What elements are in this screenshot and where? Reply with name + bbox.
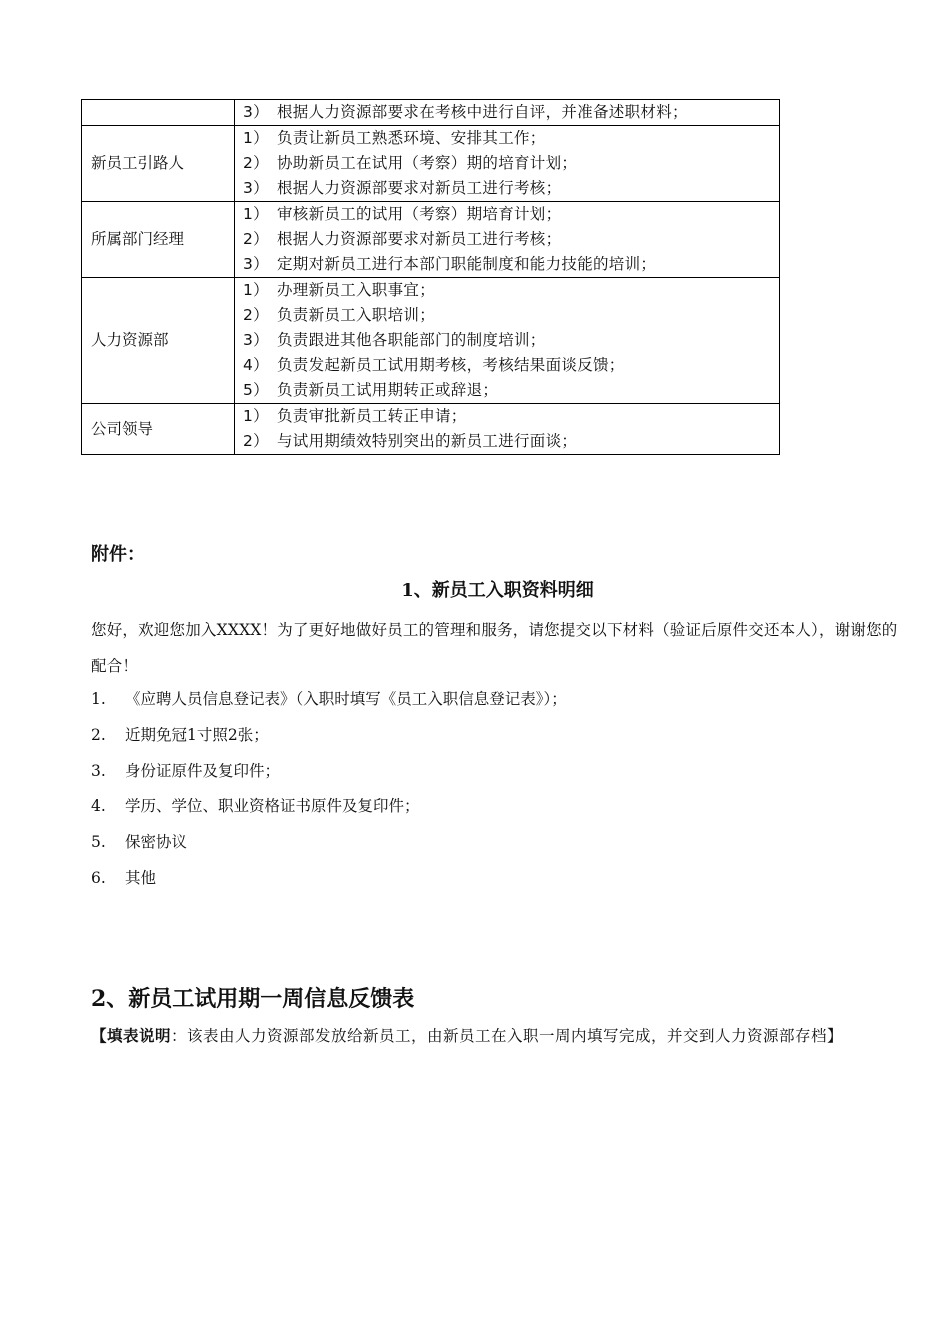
form-instructions-label: 【填表说明	[91, 1027, 172, 1045]
list-item-text: 《应聘人员信息登记表》（入职时填写《员工入职信息登记表》）；	[125, 690, 567, 708]
list-item-number: 5.	[91, 833, 106, 852]
list-item-number: 1.	[91, 690, 106, 708]
responsibility-table	[81, 99, 780, 455]
form-instructions	[91, 1023, 906, 1049]
role-cell: 新员工引路人	[82, 126, 235, 202]
duty-number: 5）	[243, 381, 269, 399]
section1-title: 1、新员工入职资料明细	[401, 580, 594, 601]
duty-number: 3）	[243, 331, 269, 349]
list-item-number: 6.	[91, 868, 106, 887]
duty-text: 根据人力资源部要求在考核中进行自评，并准备述职材料；	[277, 103, 688, 121]
duty-item	[243, 176, 773, 201]
form-instructions-text: ：该表由人力资源部发放给新员工，由新员工在入职一周内填写完成，并交到人力资源部存档】	[171, 1027, 844, 1045]
duty-text: 协助新员工在试用（考察）期的培育计划；	[277, 154, 578, 172]
duty-number: 1）	[243, 205, 269, 223]
list-item	[91, 861, 567, 897]
duty-number: 1）	[243, 407, 269, 425]
list-item	[91, 825, 567, 861]
duty-text: 根据人力资源部要求对新员工进行考核；	[277, 230, 562, 248]
duty-item	[243, 100, 773, 125]
list-item-text: 保密协议	[125, 833, 188, 852]
duty-text: 负责新员工试用期转正或辞退；	[277, 381, 499, 399]
duty-number: 4）	[243, 356, 269, 374]
role-cell: 公司领导	[82, 404, 235, 455]
section2-title: 2、新员工试用期一周信息反馈表	[91, 986, 415, 1012]
duty-item	[243, 151, 773, 176]
table-row	[82, 278, 780, 404]
list-item-number: 3.	[91, 761, 106, 780]
table-row	[82, 404, 780, 455]
duty-number: 3）	[243, 103, 269, 121]
list-item-text: 近期免冠1寸照2张；	[125, 725, 269, 744]
duty-number: 2）	[243, 154, 269, 172]
duty-number: 3）	[243, 179, 269, 197]
table-row	[82, 126, 780, 202]
duty-text: 与试用期绩效特别突出的新员工进行面谈；	[277, 432, 578, 450]
duty-item	[243, 227, 773, 252]
duty-text: 办理新员工入职事宜；	[277, 281, 436, 299]
duties-cell	[235, 278, 780, 404]
duty-item	[243, 303, 773, 328]
duties-cell	[235, 404, 780, 455]
duties-cell	[235, 100, 780, 126]
list-item	[91, 754, 567, 790]
role-cell: 人力资源部	[82, 278, 235, 404]
role-cell: 所属部门经理	[82, 202, 235, 278]
required-documents-list	[91, 682, 567, 897]
duty-text: 审核新员工的试用（考察）期培育计划；	[277, 205, 562, 223]
duty-number: 2）	[243, 432, 269, 450]
section1-intro: 您好，欢迎您加入XXXX！为了更好地做好员工的管理和服务，请您提交以下材料（验证后原件交还本人），谢谢您的配合！	[91, 621, 898, 675]
role-cell	[82, 100, 235, 126]
duty-text: 负责发起新员工试用期考核，考核结果面谈反馈；	[277, 356, 625, 374]
duty-number: 2）	[243, 306, 269, 324]
duty-number: 3）	[243, 255, 269, 273]
duty-item	[243, 252, 773, 277]
duties-cell	[235, 202, 780, 278]
duty-item	[243, 202, 773, 227]
list-item-text: 学历、学位、职业资格证书原件及复印件；	[125, 797, 420, 816]
duties-cell	[235, 126, 780, 202]
list-item-number: 2.	[91, 725, 106, 744]
list-item	[91, 789, 567, 825]
duty-text: 负责新员工入职培训；	[277, 306, 436, 324]
duty-item	[243, 353, 773, 378]
duty-text: 根据人力资源部要求对新员工进行考核；	[277, 179, 562, 197]
duty-item	[243, 278, 773, 303]
duty-number: 1）	[243, 281, 269, 299]
duty-text: 负责审批新员工转正申请；	[277, 407, 467, 425]
duty-item	[243, 126, 773, 151]
list-item-text: 其他	[125, 868, 157, 887]
duty-number: 2）	[243, 230, 269, 248]
list-item-text: 身份证原件及复印件；	[125, 761, 281, 780]
list-item	[91, 718, 567, 754]
table-body	[82, 100, 780, 455]
table-row	[82, 100, 780, 126]
table-row	[82, 202, 780, 278]
duty-item	[243, 404, 773, 429]
duty-text: 定期对新员工进行本部门职能制度和能力技能的培训；	[277, 255, 657, 273]
duty-text: 负责让新员工熟悉环境、安排其工作；	[277, 129, 546, 147]
list-item	[91, 682, 567, 718]
duty-number: 1）	[243, 129, 269, 147]
duty-text: 负责跟进其他各职能部门的制度培训；	[277, 331, 546, 349]
duty-item	[243, 328, 773, 353]
attachment-label: 附件：	[91, 544, 145, 565]
list-item-number: 4.	[91, 797, 106, 816]
duty-item	[243, 429, 773, 454]
duty-item	[243, 378, 773, 403]
